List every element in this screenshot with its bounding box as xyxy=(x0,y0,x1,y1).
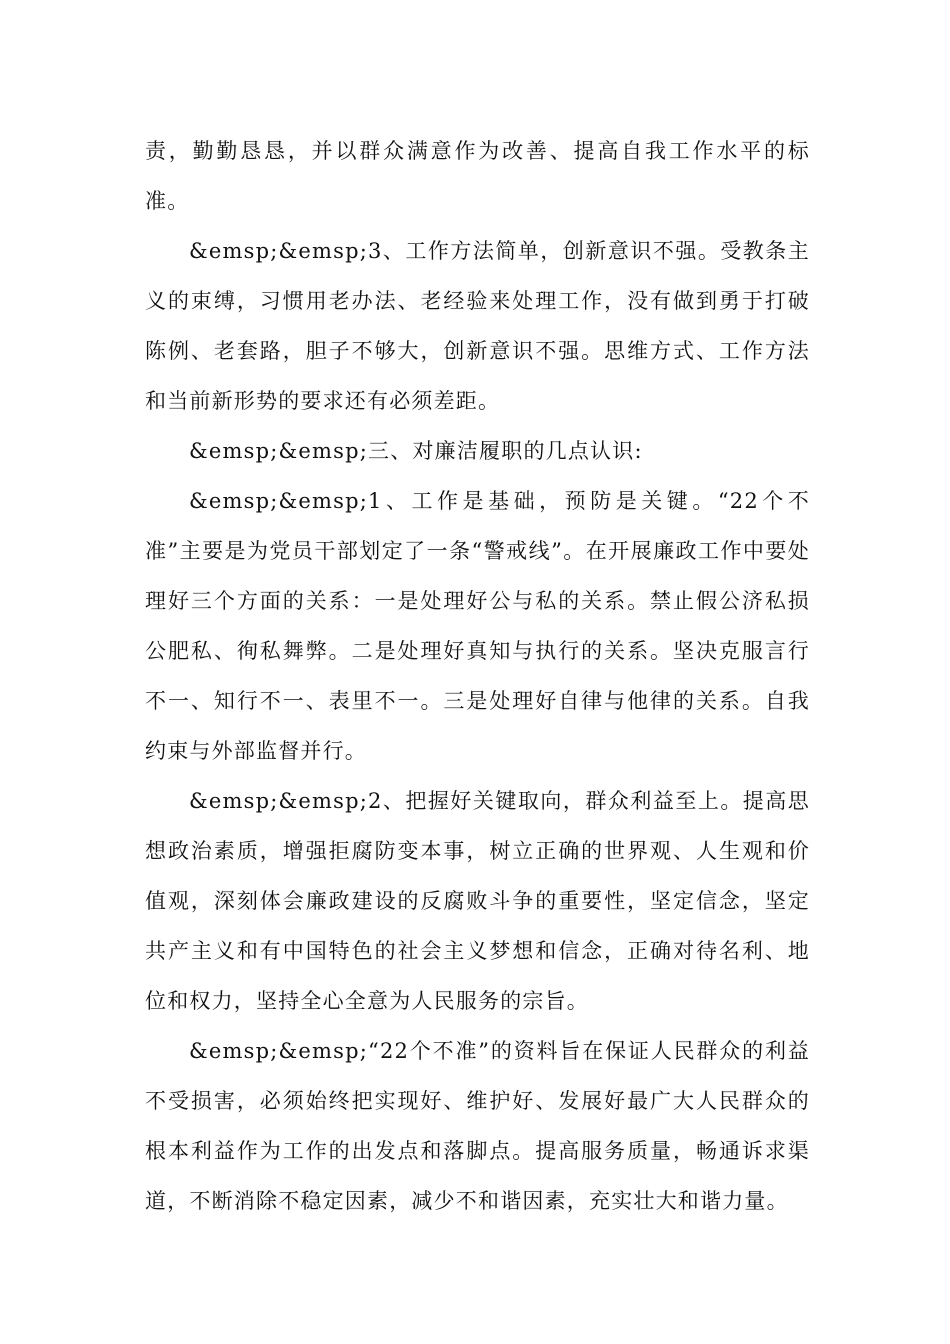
paragraph-continuation: 责，勤勤恳恳，并以群众满意作为改善、提高自我工作水平的标准。 xyxy=(145,139,810,213)
paragraph-item-2: &emsp;&emsp;2、把握好关键取向，群众利益至上。提高思想政治素质，增强拒腐防变本事，树立正确的世界观、人生观和价值观，深刻体会廉政建设的反腐败斗争的重要性，坚定信念，坚定共产主义和有中国特色的社会主义梦想和信念，正确对待名利、地位和权力，坚持全心全意为人民服务的宗旨。 xyxy=(145,789,810,1013)
section-heading-3: &emsp;&emsp;三、对廉洁履职的几点认识: xyxy=(189,439,643,463)
paragraph-item-3: &emsp;&emsp;3、工作方法简单，创新意识不强。受教条主义的束缚，习惯用老办法、老经验来处理工作，没有做到勇于打破陈例、老套路，胆子不够大，创新意识不强。思维方式、工作方法和当前新形势的要求还有必须差距。 xyxy=(145,239,810,413)
body-text xyxy=(145,126,810,1226)
paragraph-item-1: &emsp;&emsp;1、工作是基础，预防是关键。“22个不准”主要是为党员干部划定了一条“警戒线”。在开展廉政工作中要处理好三个方面的关系：一是处理好公与私的关系。禁止假公济私损公肥私、徇私舞弊。二是处理好真知与执行的关系。坚决克服言行不一、知行不一、表里不一。三是处理好自律与他律的关系。自我约束与外部监督并行。 xyxy=(145,489,810,763)
paragraph-22-rules: &emsp;&emsp;“22个不准”的资料旨在保证人民群众的利益不受损害，必须始终把实现好、维护好、发展好最广大人民群众的根本利益作为工作的出发点和落脚点。提高服务质量，畅通诉求渠道，不断消除不稳定因素，减少不和谐因素，充实壮大和谐力量。 xyxy=(145,1039,810,1213)
